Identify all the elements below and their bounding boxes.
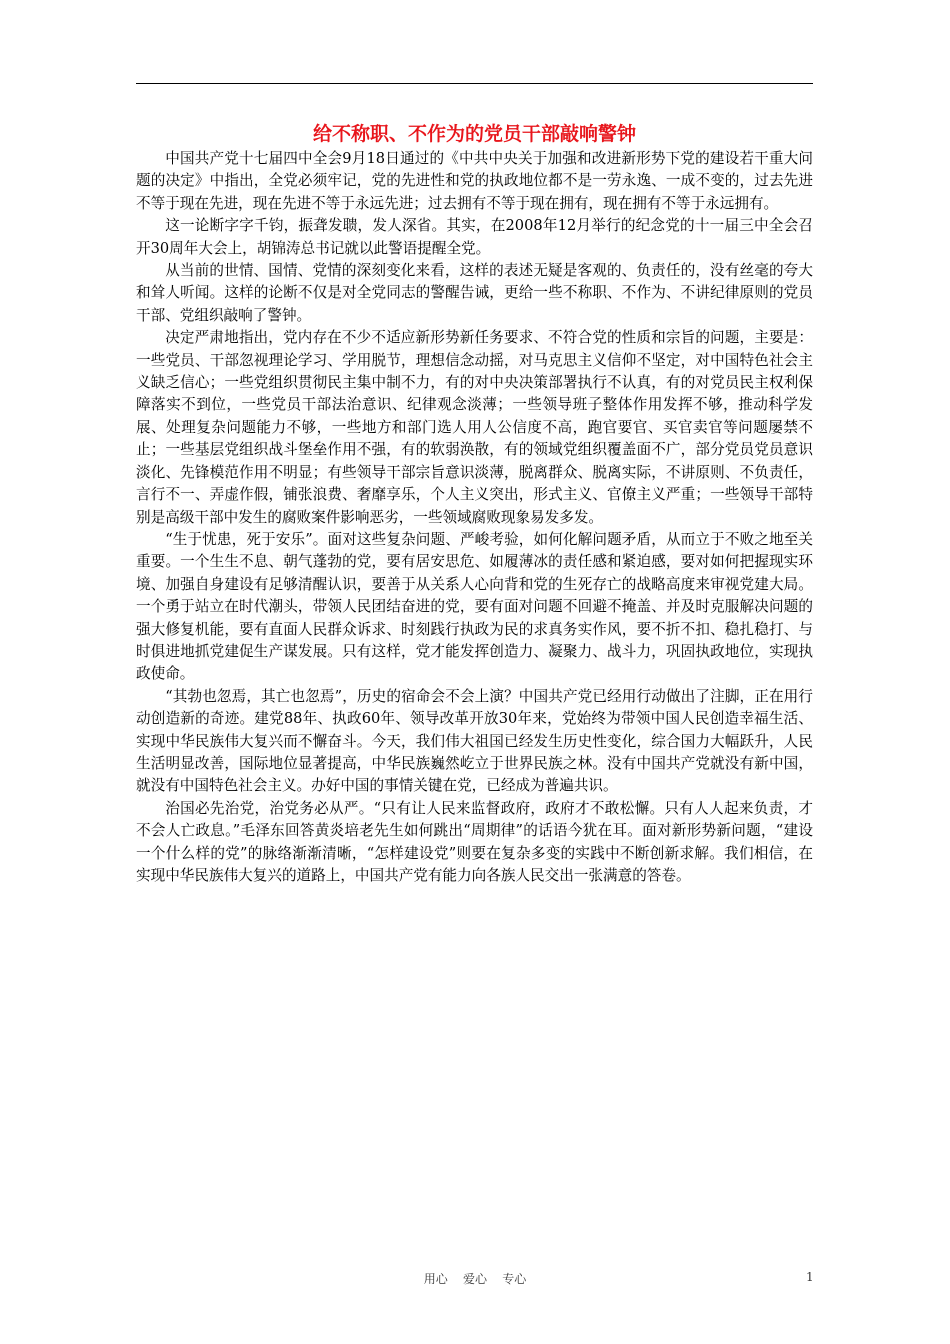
paragraph-2: 这一论断字字千钧，振聋发聩，发人深省。其实，在2008年12月举行的纪念党的十一届三中全会召开30周年大会上，胡锦涛总书记就以此警语提醒全党。 xyxy=(136,217,813,257)
document-title: 给不称职、不作为的党员干部敲响警钟 xyxy=(312,123,636,145)
document-body xyxy=(136,148,813,887)
page-number: 1 xyxy=(806,1270,814,1284)
paragraph-1: 中国共产党十七届四中全会9月18日通过的《中共中央关于加强和改进新形势下党的建设若干重大问题的决定》中指出，全党必须牢记，党的先进性和党的执政地位都不是一劳永逸、一成不变的，过去先进不等于现在先进，现在先进不等于永远先进；过去拥有不等于现在拥有，现在拥有不等于永远拥有。 xyxy=(136,150,813,212)
paragraph-3: 从当前的世情、国情、党情的深刻变化来看，这样的表述无疑是客观的、负责任的，没有丝毫的夸大和耸人听闻。这样的论断不仅是对全党同志的警醒告诫，更给一些不称职、不作为、不讲纪律原则的党员干部、党组织敲响了警钟。 xyxy=(136,262,813,324)
footer-motto: 用心 爱心 专心 xyxy=(423,1272,527,1286)
paragraph-6: “其勃也忽焉，其亡也忽焉”，历史的宿命会不会上演？中国共产党已经用行动做出了注脚，正在用行动创造新的奇迹。建党88年、执政60年、领导改革开放30年来，党始终为带领中国人民创造幸福生活、实现中华民族伟大复兴而不懈奋斗。今天，我们伟大祖国已经发生历史性变化，综合国力大幅跃升，人民生活明显改善，国际地位显著提高，中华民族巍然屹立于世界民族之林。没有中国共产党就没有新中国，就没有中国特色社会主义。办好中国的事情关键在党，已经成为普遍共识。 xyxy=(136,687,813,795)
paragraph-5: “生于忧患，死于安乐”。面对这些复杂问题、严峻考验，如何化解问题矛盾，从而立于不败之地至关重要。一个生生不息、朝气蓬勃的党，要有居安思危、如履薄冰的责任感和紧迫感，要对如何把握现实环境、加强自身建设有足够清醒认识，要善于从关系人心向背和党的生死存亡的战略高度来审视党建大局。一个勇于站立在时代潮头，带领人民团结奋进的党，要有面对问题不回避不掩盖、并及时克服解决问题的强大修复机能，要有直面人民群众诉求、时刻践行执政为民的求真务实作风，要不折不扣、稳扎稳打、与时俱进地抓党建促生产谋发展。只有这样，党才能发挥创造力、凝聚力、战斗力，巩固执政地位，实现执政使命。 xyxy=(136,530,813,683)
paragraph-7: 治国必先治党，治党务必从严。“只有让人民来监督政府，政府才不敢松懈。只有人人起来负责，才不会人亡政息。”毛泽东回答黄炎培老先生如何跳出“周期律”的话语今犹在耳。面对新形势新问题，“建设一个什么样的党”的脉络渐渐清晰，“怎样建设党”则要在复杂多变的实践中不断创新求解。我们相信，在实现中华民族伟大复兴的道路上，中国共产党有能力向各族人民交出一张满意的答卷。 xyxy=(136,799,813,884)
paragraph-4: 决定严肃地指出，党内存在不少不适应新形势新任务要求、不符合党的性质和宗旨的问题，主要是：一些党员、干部忽视理论学习、学用脱节，理想信念动摇，对马克思主义信仰不坚定，对中国特色社会主义缺乏信心；一些党组织贯彻民主集中制不力，有的对中央决策部署执行不认真，有的对党员民主权利保障落实不到位，一些党员干部法治意识、纪律观念淡薄；一些领导班子整体作用发挥不够，推动科学发展、处理复杂问题能力不够，一些地方和部门选人用人公信度不高，跑官要官、买官卖官等问题屡禁不止；一些基层党组织战斗堡垒作用不强，有的软弱涣散，有的领域党组织覆盖面不广，部分党员党员意识淡化、先锋模范作用不明显；有些领导干部宗旨意识淡薄，脱离群众、脱离实际，不讲原则、不负责任，言行不一、弄虚作假，铺张浪费、奢靡享乐，个人主义突出，形式主义、官僚主义严重；一些领导干部特别是高级干部中发生的腐败案件影响恶劣，一些领域腐败现象易发多发。 xyxy=(136,329,813,526)
header-rule xyxy=(136,83,813,84)
